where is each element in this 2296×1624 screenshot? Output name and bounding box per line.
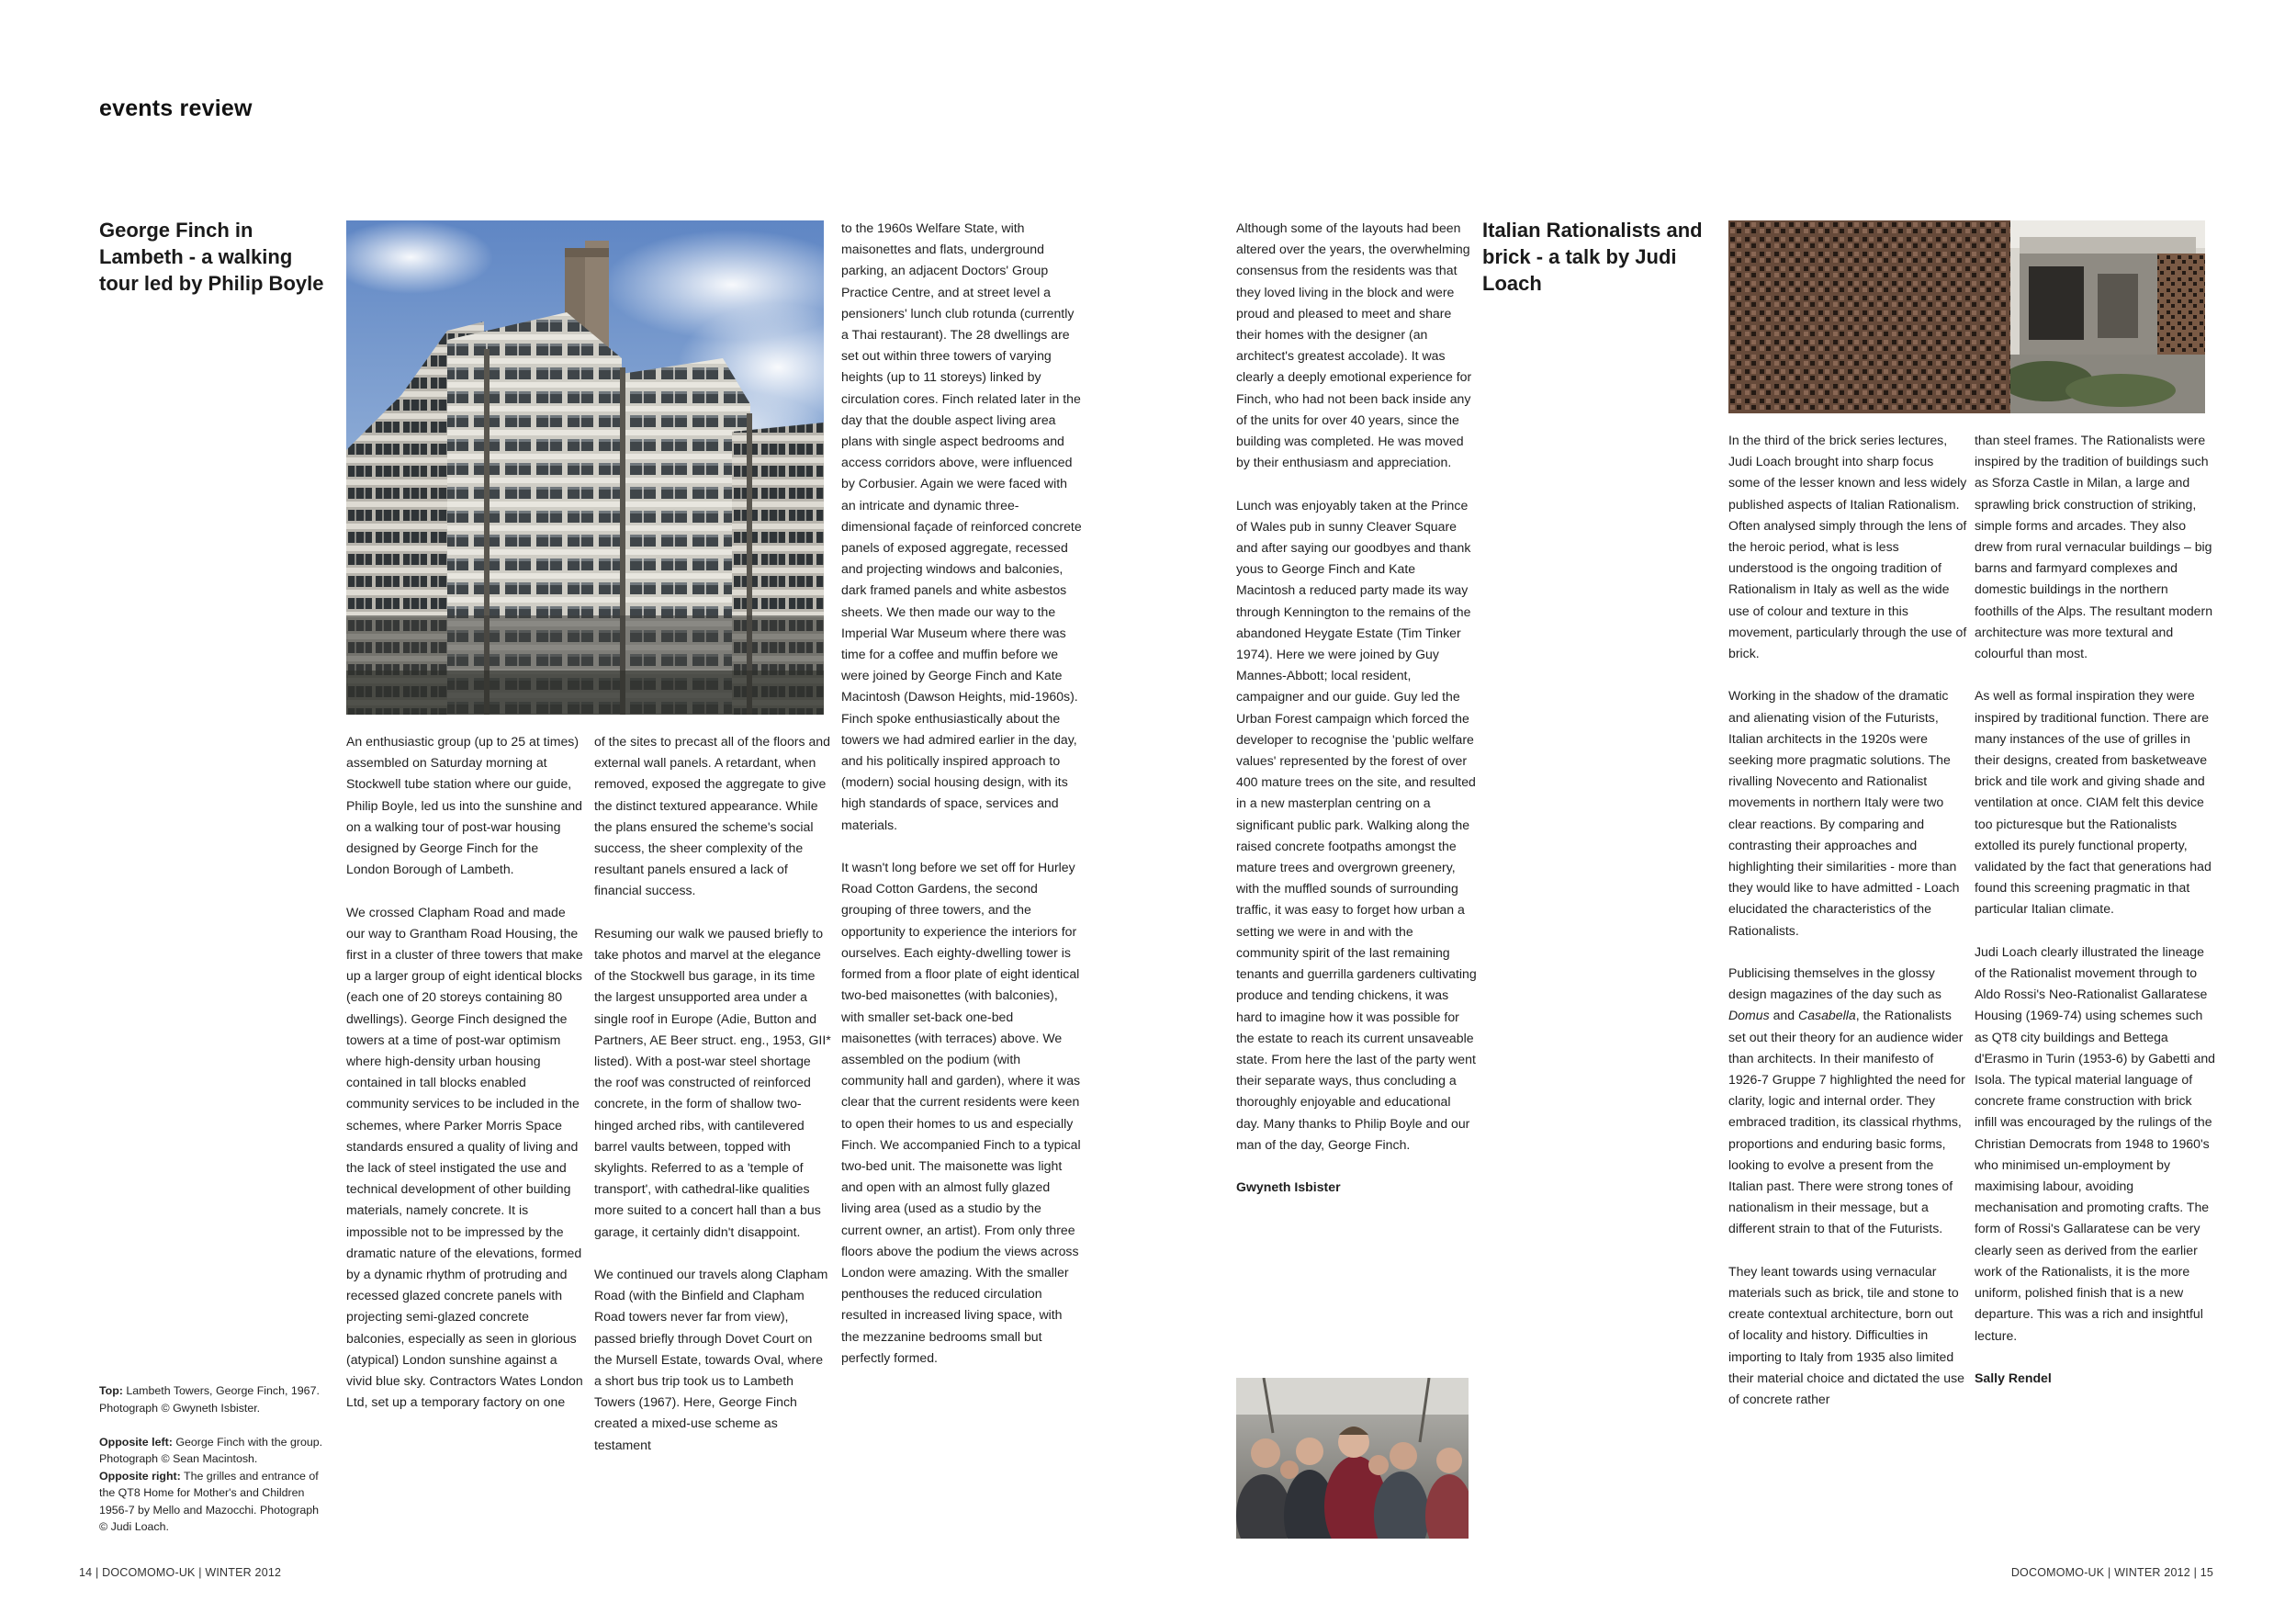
footer-right: DOCOMOMO-UK | WINTER 2012 | 15 bbox=[2010, 1566, 2213, 1579]
lambeth-towers-photo bbox=[346, 220, 824, 715]
paragraph: As well as formal inspiration they were inspired by traditional function. There are many instances of the use of grilles in their designs, created from basketweave brick and tile work and giving shade and ventilation at once. CIAM felt this device too picturesque but the Rationalists extolled its purely functional property, validated by the fact that generations had found this screening pragmatic in that particular Italian climate. bbox=[1975, 688, 2212, 917]
paragraph: Although some of the layouts had been altered over the years, the overwhelming consensus from the residents was that they loved living in the block and were proud and pleased to meet and share their homes with the designer (an architect's greatest accolade). It was clearly a deeply emotional experience for Finch, who had not been back inside any of the units for over 40 years, since the building was completed. He was moved by their enthusiasm and appreciation. bbox=[1236, 220, 1472, 470]
paragraph: An enthusiastic group (up to 25 at times) assembled on Saturday morning at Stockwell tube station where our guide, Philip Boyle, led us into the sunshine and on a walking tour of post-war housing designed by George Finch for the London Borough of Lambeth. bbox=[346, 734, 582, 877]
entrance-photo bbox=[2010, 220, 2205, 413]
paragraph: We continued our travels along Clapham Road (with the Binfield and Clapham Road towers never far from view), passed briefly through Dovet Court on the Mursell Estate, towards Oval, where a short bus trip took us to Lambeth Towers (1967). Here, George Finch created a mixed-use scheme as testament bbox=[594, 1267, 828, 1452]
photo-captions bbox=[99, 1382, 329, 1536]
paragraph: In the third of the brick series lectures, Judi Loach brought into sharp focus some of the lesser known and less widely published aspects of Italian Rationalism. Often analysed simply through the lens of the heroic period, what is less understood is the ongoing tradition of Rationalism in Italy as well as the wide use of colour and texture in this movement, particularly through the use of brick. bbox=[1728, 433, 1967, 661]
paragraph: than steel frames. The Rationalists were inspired by the tradition of buildings such as Sforza Castle in Milan, a large and sprawling brick construction of striking, simple forms and arcades. They also drew from rural vernacular buildings – big barns and farmyard complexes and domestic buildings in the northern foothills of the Alps. The resultant modern architecture was more textural and colourful than most. bbox=[1975, 433, 2213, 661]
finch-column-4 bbox=[1236, 218, 1477, 1198]
grille-photo bbox=[1728, 220, 2010, 413]
finch-column-2 bbox=[594, 731, 831, 1456]
footer-left: 14 | DOCOMOMO-UK | WINTER 2012 bbox=[79, 1566, 282, 1579]
paragraph: We crossed Clapham Road and made our way to Grantham Road Housing, the first in a cluster of three towers that make up a larger group of eight identical blocks (each one of 20 storeys containing 80 dwellings). George Finch designed the towers at a time of post-war optimism where high-density urban housing contained in tall blocks enabled community services to be included in the schemes, where Parker Morris Space standards ensured a quality of living and the lack of steel instigated the use and technical development of other building materials, namely concrete. It is impossible not to be impressed by the dramatic nature of the elevations, formed by a dynamic rhythm of protruding and recessed glazed concrete panels with projecting semi-glazed concrete balconies, especially as seen in glorious (atypical) London sunshine against a vivid blue sky. Contractors Wates London Ltd, set up a temporary factory on one bbox=[346, 904, 583, 1410]
paragraph: It wasn't long before we set off for Hurley Road Cotton Gardens, the second grouping of three towers, and the opportunity to experience the interiors for ourselves. Each eighty-dwelling tower is formed from a floor plate of eight identical two-bed maisonettes (with balconies), with smaller set-back one-bed maisonettes (with terraces) above. We assembled on the podium (with community hall and garden), where it was clear that the current residents were keen to open their homes to us and especially Finch. We accompanied Finch to a typical two-bed unit. The maisonette was light and open with an almost fully glazed living area (used as a studio by the current owner, an artist). From only three floors above the podium the views across London were amazing. With the smaller penthouses the reduced circulation resulted in increased living space, with the mezzanine bedrooms small but perfectly formed. bbox=[841, 860, 1081, 1365]
finch-column-1 bbox=[346, 731, 583, 1413]
caption-text: Lambeth Towers, George Finch, 1967. Photograph © Gwyneth Isbister. bbox=[99, 1384, 320, 1415]
author-byline: Sally Rendel bbox=[1975, 1370, 2052, 1385]
article-title-finch: George Finch in Lambeth - a walking tour led by Philip Boyle bbox=[99, 219, 324, 295]
caption-text: The grilles and entrance of the QT8 Home for Mother's and Children 1956-7 by Mello and Mazocchi. Photograph © Judi Loach. bbox=[99, 1469, 320, 1533]
rationalists-column-2 bbox=[1975, 430, 2215, 1389]
caption-label: Opposite right: bbox=[99, 1469, 181, 1483]
paragraph: Working in the shadow of the dramatic and alienating vision of the Futurists, Italian architects in the 1920s were seeking more pragmatic solutions. The rivalling Novecento and Rationalist movements in northern Italy were two clear reactions. By comparing and contrasting their approaches and highlighting their similarities - more than they would like to have admitted - Loach elucidated the characteristics of the Rationalists. bbox=[1728, 688, 1960, 938]
paragraph: Resuming our walk we paused briefly to take photos and marvel at the elegance of the Stockwell bus garage, in its time the largest unsupported area under a single roof in Europe (Adie, Button and Partners, AE Beer struct. eng., 1953, GII* listed). With a post-war steel shortage the roof was constructed of reinforced concrete, in the form of shallow two-hinged arched ribs, with cantilevered barrel vaults between, topped with skylights. Referred to as a 'temple of transport', with cathedral-like qualities more suited to a concert hall than a bus garage, it certainly didn't disappoint. bbox=[594, 925, 831, 1239]
paragraph: Judi Loach clearly illustrated the lineage of the Rationalist movement through to Aldo Rossi's Neo-Rationalist Gallaratese Housing (1969-74) using schemes such as QT8 city buildings and Bettega d'Erasmo in Turin (1953-6) by Gabetti and Isola. The typical material language of concrete frame construction with brick infill was encouraged by the rulings of the Christian Democrats from 1948 to 1960's who minimised un-employment by maximising labour, avoiding mechanisation and promoting crafts. The form of Rossi's Gallaratese can be very clearly seen as derived from the earlier work of the Rationalists, it is the more uniform, polished finish that is a new departure. This was a rich and insightful lecture. bbox=[1975, 943, 2215, 1343]
paragraph: to the 1960s Welfare State, with maisonettes and flats, underground parking, an adjacent Doctors' Group Practice Centre, and at street level a pensioners' lunch club rotunda (currently a Thai restaurant). The 28 dwellings are set out within three towers of varying heights (up to 11 storeys) linked by circulation cores. Finch related later in the day that the double aspect living area plans with single aspect bedrooms and access corridors above, were influenced by Corbusier. Again we were faced with an intricate and dynamic three-dimensional façade of reinforced concrete panels of exposed aggregate, recessed and projecting windows and balconies, dark framed panels and white asbestos sheets. We then made our way to the Imperial War Museum where there was time for a coffee and muffin before we were joined by George Finch and Kate Macintosh (Dawson Heights, mid-1960s). Finch spoke enthusiastically about the towers we had admired earlier in the day, and his politically inspired approach to (modern) social housing design, with its high standards of space, services and materials. bbox=[841, 220, 1082, 832]
section-label: events review bbox=[99, 96, 253, 121]
paragraph: They leant towards using vernacular materials such as brick, tile and stone to create contextual architecture, born out of locality and history. Difficulties in importing to Italy from 1935 also limited their material choice and dictated the use of concrete rather bbox=[1728, 1263, 1964, 1407]
caption-text: George Finch with the group. Photograph © Sean Macintosh. bbox=[99, 1435, 323, 1465]
magazine-title: Domus bbox=[1728, 1008, 1770, 1023]
finch-column-3 bbox=[841, 218, 1082, 1369]
paragraph: of the sites to precast all of the floors and external wall panels. A retardant, when removed, exposed the aggregate to give the distinct textured appearance. While the plans ensured the scheme's social success, the sheer complexity of the resultant panels ensured a lack of financial success. bbox=[594, 734, 830, 898]
caption-label: Top: bbox=[99, 1384, 123, 1397]
group-photo bbox=[1236, 1378, 1469, 1539]
magazine-title: Casabella bbox=[1798, 1008, 1856, 1023]
author-byline: Gwyneth Isbister bbox=[1236, 1179, 1341, 1195]
caption-label: Opposite left: bbox=[99, 1435, 173, 1449]
paragraph: Lunch was enjoyably taken at the Prince of Wales pub in sunny Cleaver Square and after saying our goodbyes and thank yous to George Finch and Kate Macintosh a reduced party made its way through Kennington to the remains of the abandoned Heygate Estate (Tim Tinker 1974). Here we were joined by Guy Mannes-Abbott; local resident, campaigner and our guide. Guy led the Urban Forest campaign which forced the developer to recognise the 'public welfare values' represented by the forest of over 400 mature trees on the site, and resulted in a new masterplan centring on a significant public park. Walking along the raised concrete footpaths amongst the mature trees and overgrown greenery, with the muffled sounds of surrounding traffic, it was easy to forget how urban a setting we were in and with the community spirit of the last remaining tenants and guerrilla gardeners cultivating produce and tending chickens, it was hard to imagine how it was possible for the estate to reach its current unsaveable state. From here the last of the party went their separate ways, thus concluding a thoroughly enjoyable and educational day. Many thanks to Philip Boyle and our man of the day, George Finch. bbox=[1236, 497, 1477, 1152]
paragraph: Publicising themselves in the glossy design magazines of the day such as Domus and Casabella, the Rationalists set out their theory for an audience wider than architects. In their manifesto of 1926-7 Gruppe 7 highlighted the need for clarity, logic and internal order. They embraced tradition, its classical rhythms, proportions and enduring basic forms, looking to evolve a present from the Italian past. There were strong tones of nationalism in their message, but a different strain to that of the Futurists. bbox=[1728, 965, 1965, 1236]
article-title-rationalists: Italian Rationalists and brick - a talk by Judi Loach bbox=[1482, 219, 1703, 295]
rationalists-column-1 bbox=[1728, 430, 1967, 1410]
